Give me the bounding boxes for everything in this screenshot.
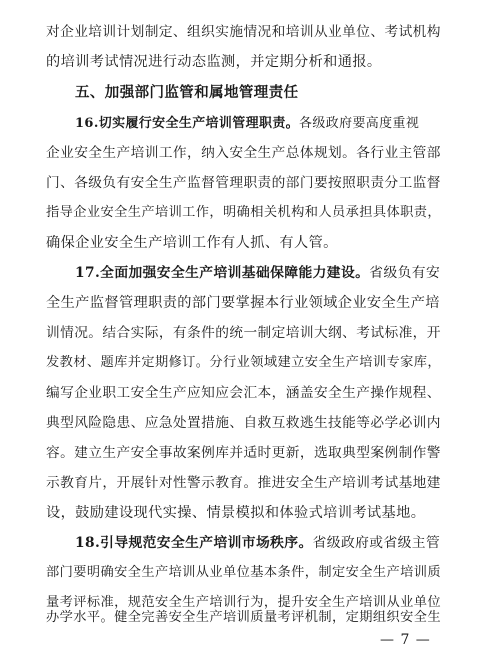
text-line: 全生产监督管理职责的部门要掌握本行业领域企业安全生产培	[46, 295, 440, 311]
text-line: 容。建立生产安全事故案例库并适时更新，选取典型案例制作警	[46, 445, 441, 461]
text-line: 对企业培训计划制定、组织实施情况和培训从业单位、考试机构	[46, 24, 441, 40]
text-line: 编写企业职工安全生产应知应会汇本，涵盖安全生产操作规程、	[46, 385, 441, 401]
paragraph-16-first-line	[75, 114, 475, 134]
item-18-title: 18.引导规范安全生产培训市场秩序。	[75, 535, 313, 551]
text-line: 部门要明确安全生产培训从业单位基本条件，制定安全生产培训质	[46, 565, 441, 580]
text-line: 典型风险隐患、应急处置措施、自救互救逃生技能等必学必训内	[46, 415, 441, 431]
text-line: 发教材、题库并定期修订。分行业领域建立安全生产培训专家库，	[46, 355, 441, 370]
text-line: 量考评标准，规范安全生产培训行为，提升安全生产培训从业单位	[46, 595, 441, 610]
text-line: 门、各级负有安全生产监督管理职责的部门要按照职责分工监督	[46, 175, 441, 191]
text-line: 办学水平。健全完善安全生产培训质量考评机制，定期组织安全生	[46, 610, 441, 625]
text-line: 确保企业安全生产培训工作有人抓、有人管。	[46, 235, 338, 251]
text-span: 省级政府或省级主管	[312, 535, 441, 551]
text-span: 省级负有安	[369, 265, 441, 281]
paragraph-17-first-line	[75, 263, 440, 283]
paragraph-18-first-line	[75, 533, 440, 553]
text-line: 设，鼓励建设现代实操、情景模拟和体验式培训考试基地。	[46, 505, 426, 521]
text-span: 各级政府要高度重视	[299, 116, 420, 131]
text-line: 示教育片，开展针对性警示教育。推进安全生产培训考试基地建	[46, 475, 441, 491]
section-heading: 五、加强部门监管和属地管理责任	[75, 85, 299, 101]
text-line: 企业安全生产培训工作，纳入安全生产总体规划。各行业主管部	[46, 145, 441, 161]
text-line: 指导企业安全生产培训工作，明确相关机构和人员承担具体职责，	[46, 205, 441, 220]
text-line: 训情况。结合实际，有条件的统一制定培训大纲、考试标准，开	[46, 325, 441, 341]
page-number: — 7 —	[380, 632, 431, 648]
text-line: 的培训考试情况进行动态监测，并定期分析和通报。	[46, 54, 382, 70]
item-17-title: 17.全面加强安全生产培训基础保障能力建设。	[75, 265, 370, 281]
item-16-title: 16.切实履行安全生产培训管理职责。	[75, 116, 300, 131]
